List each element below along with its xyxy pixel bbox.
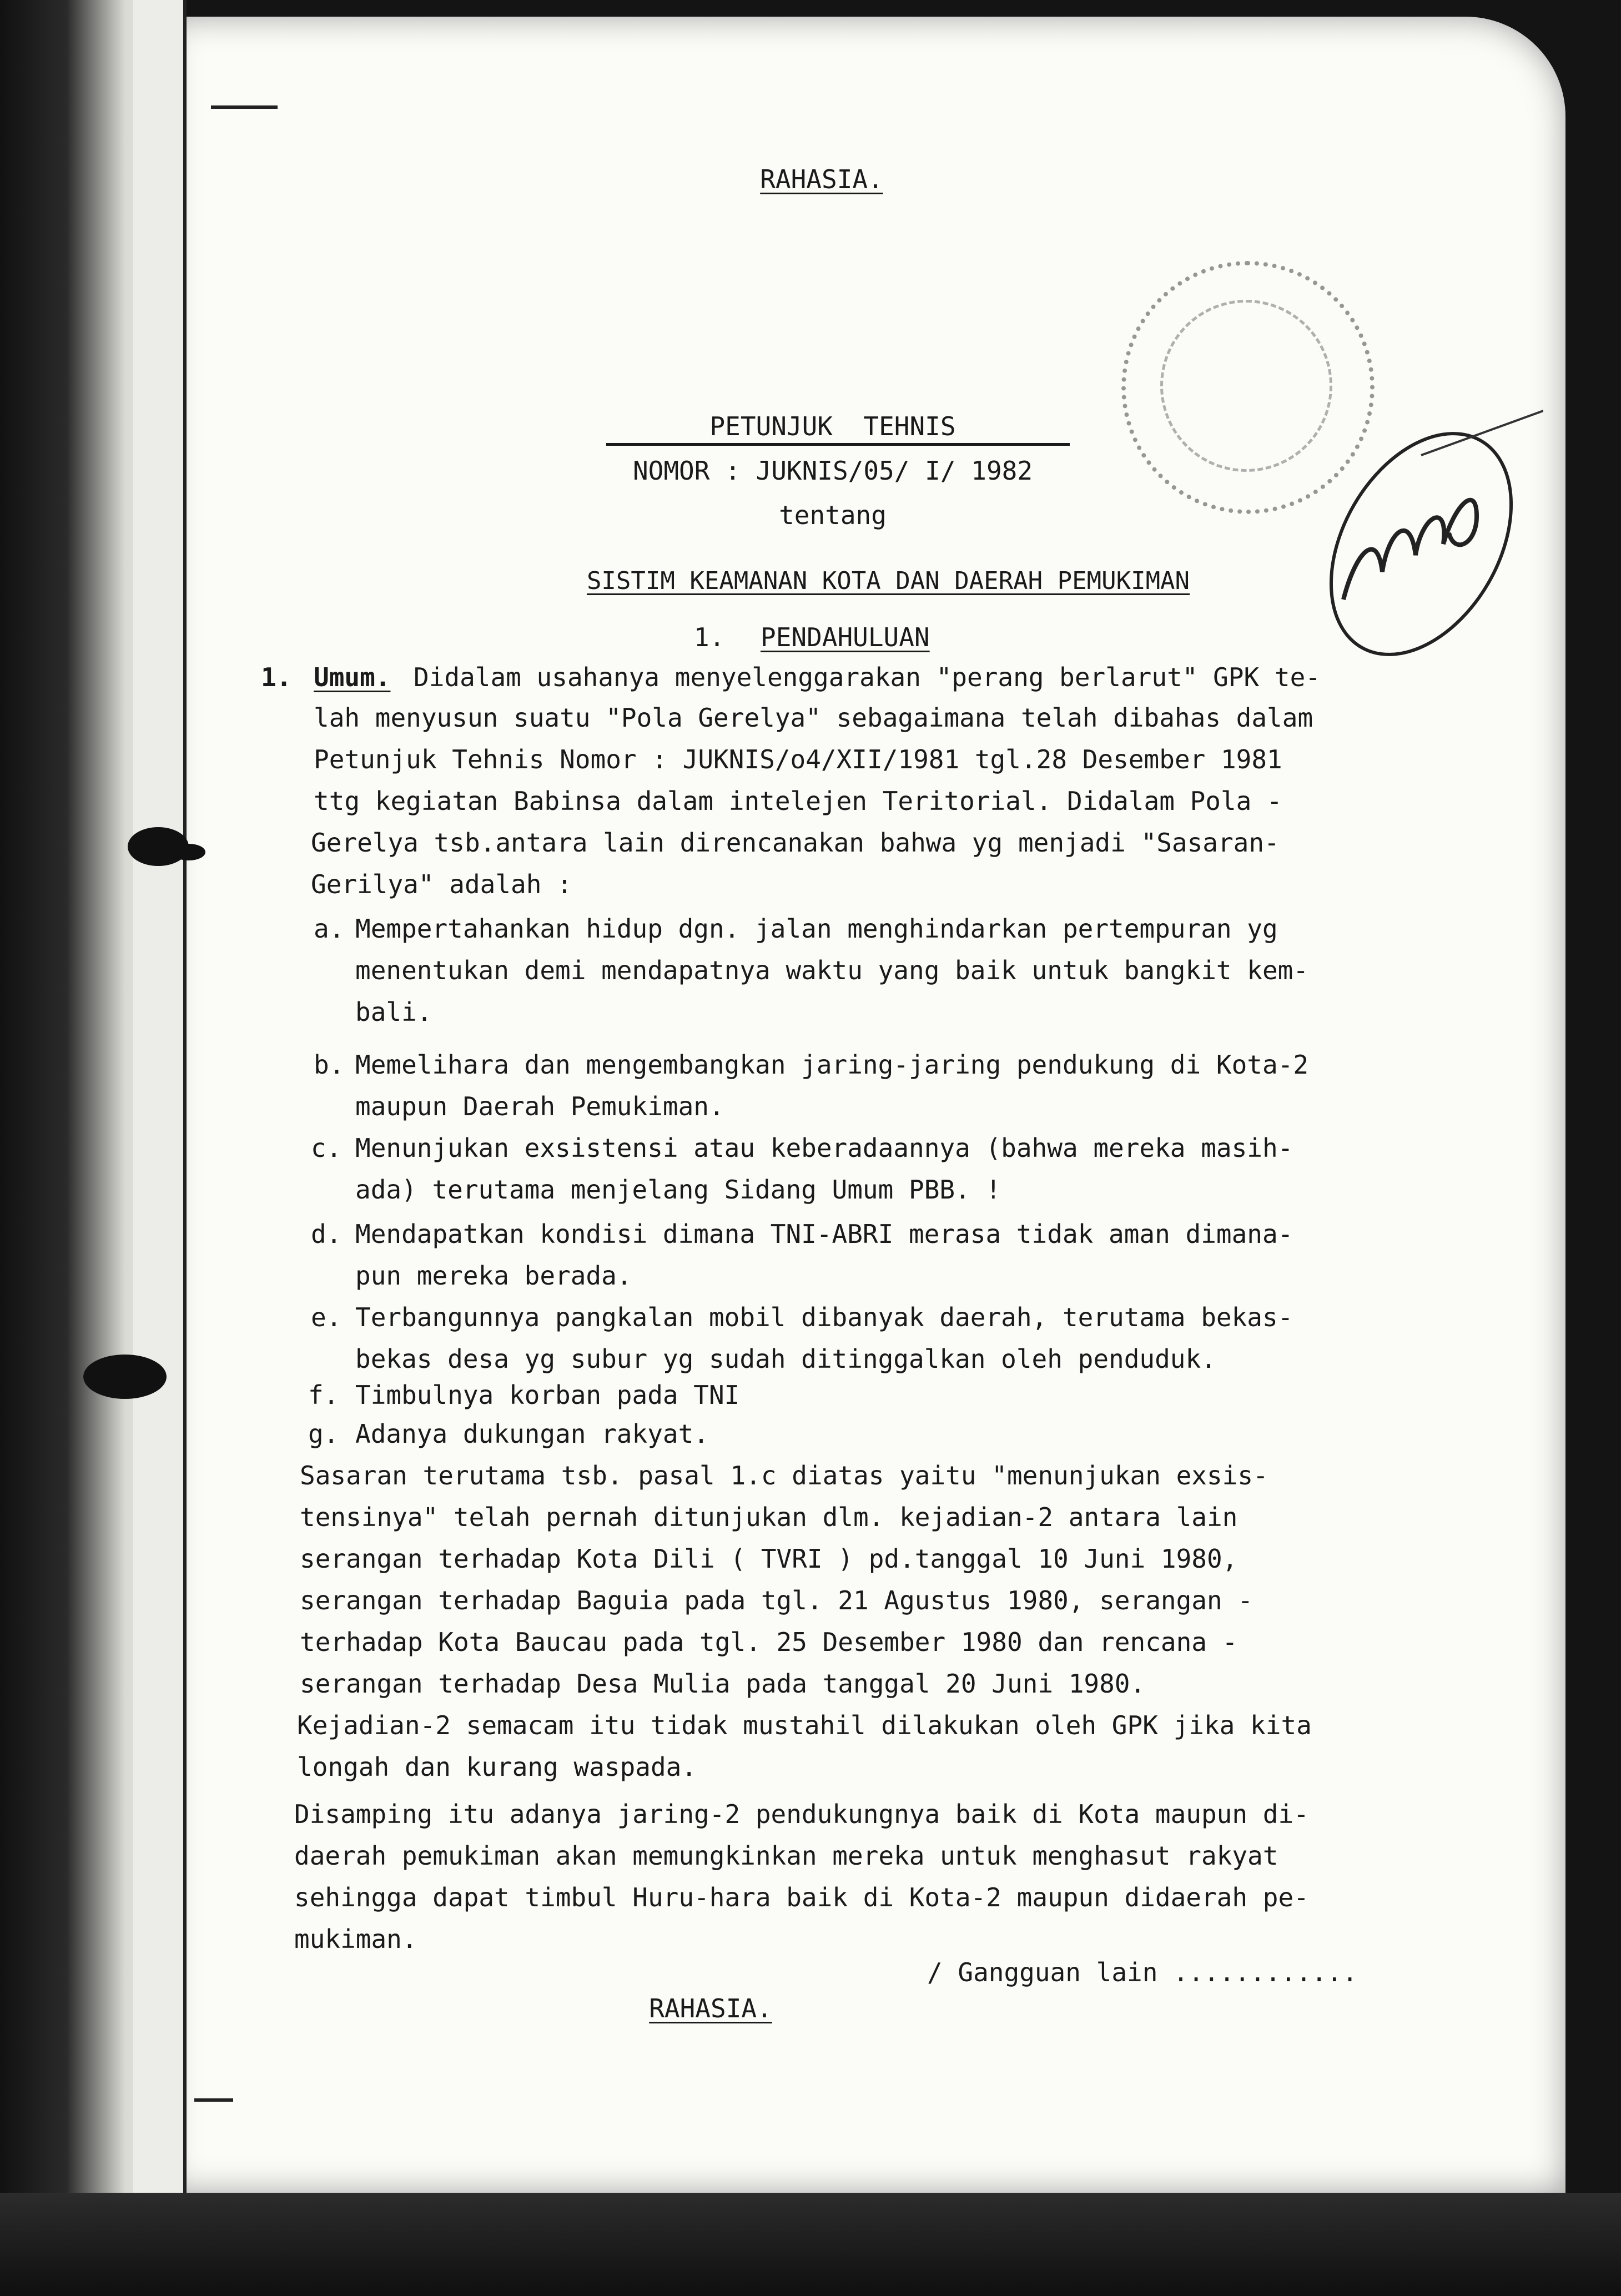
list-item-line: Menunjukan exsistensi atau keberadaannya (bahwa mereka masih- <box>355 1133 1293 1163</box>
doc-tentang: tentang <box>779 500 887 530</box>
body-line: longah dan kurang waspada. <box>297 1752 697 1782</box>
body-line: serangan terhadap Desa Mulia pada tanggal 20 Juni 1980. <box>300 1669 1146 1699</box>
section-heading: PENDAHULUAN <box>761 622 930 652</box>
body-line: sehingga dapat timbul Huru-hara baik di Kota-2 maupun didaerah pe- <box>294 1882 1309 1912</box>
list-item-line: Timbulnya korban pada TNI <box>355 1380 740 1410</box>
list-item-line: Terbangunnya pangkalan mobil dibanyak daerah, terutama bekas- <box>355 1302 1293 1332</box>
list-item-letter: d. <box>311 1219 342 1249</box>
body-line: terhadap Kota Baucau pada tgl. 25 Desember 1980 dan rencana - <box>300 1627 1238 1657</box>
para-label: Umum. <box>314 662 391 692</box>
margin-mark <box>194 2098 233 2102</box>
list-item-line: Memelihara dan mengembangkan jaring-jaring pendukung di Kota-2 <box>355 1050 1309 1080</box>
body-line: tensinya" telah pernah ditunjukan dlm. kejadian-2 antara lain <box>300 1502 1238 1532</box>
list-item-line: menentukan demi mendapatnya waktu yang baik untuk bangkit kem- <box>355 955 1309 985</box>
section-number: 1. <box>694 622 725 652</box>
body-line: lah menyusun suatu "Pola Gerelya" sebagaimana telah dibahas dalam <box>314 703 1313 733</box>
list-item-line: pun mereka berada. <box>355 1261 632 1291</box>
body-line: mukiman. <box>294 1924 417 1954</box>
doc-title: PETUNJUK TEHNIS <box>709 411 956 441</box>
seal-stamp-inner <box>1160 300 1332 472</box>
scan-bottom-edge <box>0 2193 1621 2296</box>
ink-blot <box>172 844 205 860</box>
doc-number: NOMOR : JUKNIS/05/ I/ 1982 <box>632 456 1033 486</box>
list-item-letter: a. <box>314 914 345 944</box>
body-line: Petunjuk Tehnis Nomor : JUKNIS/o4/XII/1981 tgl.28 Desember 1981 <box>314 744 1282 774</box>
ink-blot <box>83 1355 167 1399</box>
header-classification: RAHASIA. <box>760 164 883 194</box>
continuation-note: / Gangguan lain ............ <box>927 1957 1358 1987</box>
body-line: ttg kegiatan Babinsa dalam intelejen Teritorial. Didalam Pola - <box>314 786 1282 816</box>
list-item-line: ada) terutama menjelang Sidang Umum PBB. ! <box>355 1175 1001 1205</box>
binding-strip <box>133 0 187 2296</box>
footer-classification: RAHASIA. <box>649 1993 772 2023</box>
body-line: Gerilya" adalah : <box>311 869 572 899</box>
body-line: Kejadian-2 semacam itu tidak mustahil dilakukan oleh GPK jika kita <box>297 1710 1312 1740</box>
list-item-letter: g. <box>308 1419 339 1449</box>
handwritten-signature <box>1310 389 1543 666</box>
body-line: serangan terhadap Kota Dili ( TVRI ) pd.tanggal 10 Juni 1980, <box>300 1544 1238 1574</box>
list-item-line: bali. <box>355 997 432 1027</box>
title-rule <box>606 443 1070 446</box>
list-item-line: bekas desa yg subur yg sudah ditinggalkan oleh penduduk. <box>355 1344 1216 1374</box>
body-line: serangan terhadap Baguia pada tgl. 21 Agustus 1980, serangan - <box>300 1585 1253 1615</box>
list-item-letter: f. <box>308 1380 339 1410</box>
list-item-letter: c. <box>311 1133 342 1163</box>
margin-mark <box>211 105 278 109</box>
body-line: Disamping itu adanya jaring-2 pendukungnya baik di Kota maupun di- <box>294 1799 1309 1829</box>
list-item-line: Mempertahankan hidup dgn. jalan menghindarkan pertempuran yg <box>355 914 1278 944</box>
body-line: Didalam usahanya menyelenggarakan "perang berlarut" GPK te- <box>414 662 1321 692</box>
list-item-letter: b. <box>314 1050 345 1080</box>
para-number: 1. <box>261 662 292 692</box>
body-line: Gerelya tsb.antara lain direncanakan bahwa yg menjadi "Sasaran- <box>311 828 1280 858</box>
body-line: Sasaran terutama tsb. pasal 1.c diatas yaitu "menunjukan exsis- <box>300 1461 1268 1491</box>
doc-subject: SISTIM KEAMANAN KOTA DAN DAERAH PEMUKIMAN <box>586 567 1190 595</box>
list-item-letter: e. <box>311 1302 342 1332</box>
list-item-line: Mendapatkan kondisi dimana TNI-ABRI merasa tidak aman dimana- <box>355 1219 1293 1249</box>
list-item-line: Adanya dukungan rakyat. <box>355 1419 709 1449</box>
body-line: daerah pemukiman akan memungkinkan mereka untuk menghasut rakyat <box>294 1841 1278 1871</box>
list-item-line: maupun Daerah Pemukiman. <box>355 1091 724 1121</box>
